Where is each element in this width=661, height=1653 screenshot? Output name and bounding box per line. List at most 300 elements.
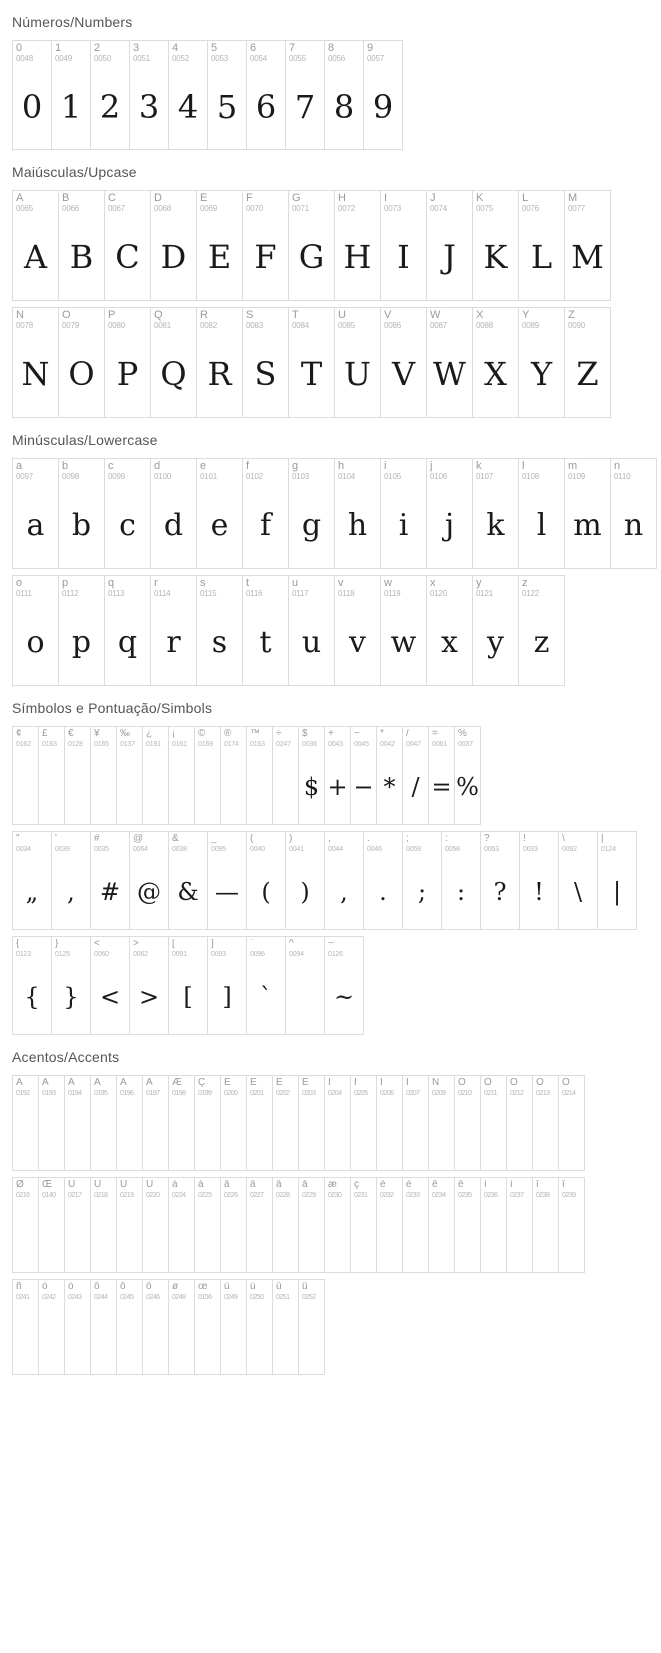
glyph-cell-header bbox=[519, 459, 564, 482]
glyph-cell[interactable] bbox=[221, 1280, 247, 1375]
glyph-cell[interactable] bbox=[507, 1178, 533, 1273]
glyph-char-label: ¡ bbox=[172, 729, 176, 739]
glyph-cell[interactable] bbox=[377, 727, 403, 825]
glyph-code-label: 0081 bbox=[154, 321, 171, 330]
glyph-cell[interactable] bbox=[273, 1178, 299, 1273]
glyph-char-label: o bbox=[16, 578, 23, 589]
glyph-cell[interactable] bbox=[481, 832, 520, 930]
glyph-cell[interactable] bbox=[243, 459, 289, 569]
glyph-preview: n bbox=[623, 507, 644, 543]
glyph-cell[interactable] bbox=[403, 1076, 429, 1171]
glyph-cell[interactable] bbox=[325, 1076, 351, 1171]
glyph-char-label: D bbox=[154, 193, 162, 204]
glyph-preview bbox=[39, 1098, 64, 1170]
glyph-cell-header bbox=[286, 41, 324, 64]
glyph-cell[interactable] bbox=[151, 459, 197, 569]
glyph-cell[interactable] bbox=[65, 1076, 91, 1171]
glyph-cell[interactable] bbox=[299, 1280, 325, 1375]
glyph-preview bbox=[65, 749, 90, 824]
glyph-code-label: 0204 bbox=[328, 1090, 342, 1097]
glyph-cell-header bbox=[39, 1076, 64, 1098]
glyph-cell[interactable] bbox=[169, 727, 195, 825]
glyph-cell[interactable] bbox=[65, 1178, 91, 1273]
glyph-cell-header bbox=[289, 459, 334, 482]
glyph-cell[interactable] bbox=[598, 832, 637, 930]
glyph-cell[interactable] bbox=[289, 191, 335, 301]
glyph-cell[interactable] bbox=[247, 1178, 273, 1273]
glyph-cell[interactable] bbox=[533, 1076, 559, 1171]
glyph-char-label: ] bbox=[211, 939, 214, 949]
glyph-cell[interactable] bbox=[195, 727, 221, 825]
glyph-code-label: 0140 bbox=[42, 1192, 56, 1199]
glyph-code-label: 0082 bbox=[200, 321, 217, 330]
glyph-cell[interactable] bbox=[143, 1178, 169, 1273]
glyph-cell[interactable] bbox=[247, 41, 286, 150]
glyph-cell-header bbox=[13, 1280, 38, 1302]
glyph-cell[interactable] bbox=[381, 459, 427, 569]
glyph-code-label: 0199 bbox=[198, 1090, 212, 1097]
glyph-preview: = bbox=[431, 772, 452, 801]
glyph-cell[interactable] bbox=[533, 1178, 559, 1273]
glyph-cell[interactable] bbox=[39, 1280, 65, 1375]
glyph-cell[interactable] bbox=[143, 1076, 169, 1171]
glyph-cell[interactable] bbox=[91, 937, 130, 1035]
glyph-char-label: È bbox=[224, 1078, 231, 1088]
glyph-cell[interactable] bbox=[65, 727, 91, 825]
glyph-code-label: 0156 bbox=[198, 1294, 212, 1301]
glyph-char-label: õ bbox=[120, 1282, 126, 1292]
glyph-cell-header bbox=[381, 191, 426, 214]
glyph-code-label: 0063 bbox=[484, 846, 499, 853]
glyph-code-label: 0058 bbox=[445, 846, 460, 853]
glyph-cell[interactable] bbox=[247, 727, 273, 825]
glyph-cell[interactable] bbox=[381, 576, 427, 686]
glyph-preview bbox=[13, 1302, 38, 1374]
glyph-cell-header bbox=[243, 191, 288, 214]
glyph-char-label: Í bbox=[354, 1078, 357, 1088]
glyph-cell[interactable] bbox=[105, 576, 151, 686]
glyph-preview: o bbox=[26, 624, 45, 660]
glyph-cell-header bbox=[247, 1280, 272, 1302]
glyph-cell[interactable] bbox=[335, 191, 381, 301]
glyph-cell[interactable] bbox=[39, 1178, 65, 1273]
glyph-cell-header bbox=[91, 1076, 116, 1098]
glyph-cell[interactable] bbox=[13, 308, 59, 418]
glyph-code-label: 0080 bbox=[108, 321, 125, 330]
glyph-code-label: 0126 bbox=[328, 951, 343, 958]
glyph-cell[interactable] bbox=[429, 1178, 455, 1273]
glyph-cell[interactable] bbox=[91, 832, 130, 930]
glyph-cell[interactable] bbox=[13, 832, 52, 930]
glyph-char-label: Õ bbox=[536, 1078, 544, 1088]
glyph-cell[interactable] bbox=[197, 191, 243, 301]
glyph-cell[interactable] bbox=[208, 937, 247, 1035]
glyph-cell[interactable] bbox=[117, 727, 143, 825]
glyph-cell[interactable] bbox=[105, 191, 151, 301]
glyph-cell[interactable] bbox=[351, 1076, 377, 1171]
glyph-preview bbox=[533, 1200, 558, 1272]
glyph-code-label: 0050 bbox=[94, 54, 111, 63]
glyph-cell[interactable] bbox=[169, 832, 208, 930]
glyph-cell[interactable] bbox=[105, 459, 151, 569]
glyph-code-label: 0052 bbox=[172, 54, 189, 63]
glyph-cell-header bbox=[130, 41, 168, 64]
glyph-cell[interactable] bbox=[13, 459, 59, 569]
glyph-cell-header bbox=[429, 727, 454, 749]
glyph-cell-header bbox=[473, 576, 518, 599]
glyph-cell-header bbox=[335, 308, 380, 331]
glyph-cell[interactable] bbox=[91, 1178, 117, 1273]
glyph-cell-header bbox=[455, 1076, 480, 1098]
glyph-cell[interactable] bbox=[39, 1076, 65, 1171]
section-upcase bbox=[0, 150, 661, 418]
glyph-cell[interactable] bbox=[105, 308, 151, 418]
glyph-cell[interactable] bbox=[13, 1280, 39, 1375]
glyph-code-label: 0227 bbox=[250, 1192, 264, 1199]
glyph-cell[interactable] bbox=[169, 937, 208, 1035]
glyph-code-label: 0040 bbox=[250, 846, 265, 853]
glyph-cell[interactable] bbox=[197, 308, 243, 418]
glyph-cell[interactable] bbox=[91, 1280, 117, 1375]
glyph-cell[interactable] bbox=[519, 459, 565, 569]
glyph-cell[interactable] bbox=[565, 191, 611, 301]
glyph-code-label: 0098 bbox=[62, 472, 79, 481]
glyph-char-label: í bbox=[510, 1180, 513, 1190]
glyph-char-label: < bbox=[94, 939, 100, 949]
glyph-preview: G bbox=[298, 238, 325, 277]
glyph-preview: 8 bbox=[333, 87, 355, 126]
glyph-cell[interactable] bbox=[429, 1076, 455, 1171]
glyph-cell[interactable] bbox=[519, 191, 565, 301]
glyph-preview: L bbox=[530, 238, 553, 277]
glyph-char-label: } bbox=[55, 939, 59, 949]
glyph-code-label: 0153 bbox=[250, 741, 265, 748]
glyph-cell[interactable] bbox=[221, 1076, 247, 1171]
glyph-cell[interactable] bbox=[221, 1178, 247, 1273]
glyph-cell[interactable] bbox=[473, 576, 519, 686]
glyph-cell[interactable] bbox=[169, 1076, 195, 1171]
glyph-cell[interactable] bbox=[325, 41, 364, 150]
glyph-cell-header bbox=[105, 459, 150, 482]
glyph-code-label: 0112 bbox=[62, 589, 79, 598]
glyph-cell[interactable] bbox=[427, 191, 473, 301]
glyph-cell[interactable] bbox=[52, 937, 91, 1035]
glyph-cell[interactable] bbox=[473, 459, 519, 569]
glyph-cell[interactable] bbox=[377, 1178, 403, 1273]
glyph-cell-header bbox=[377, 727, 402, 749]
glyph-cell[interactable] bbox=[273, 1280, 299, 1375]
glyph-cell-header bbox=[299, 1076, 324, 1098]
glyph-cell[interactable] bbox=[325, 937, 364, 1035]
glyph-cell-header bbox=[427, 191, 472, 214]
glyph-cell[interactable] bbox=[325, 832, 364, 930]
glyph-code-label: 0124 bbox=[601, 846, 616, 853]
glyph-cell[interactable] bbox=[243, 191, 289, 301]
glyph-preview: A bbox=[23, 238, 48, 277]
glyph-cell[interactable] bbox=[169, 1178, 195, 1273]
glyph-cell[interactable] bbox=[247, 832, 286, 930]
glyph-cell-header bbox=[427, 459, 472, 482]
glyph-cell[interactable] bbox=[289, 459, 335, 569]
glyph-cell[interactable] bbox=[13, 576, 59, 686]
glyph-cell-header bbox=[39, 1280, 64, 1302]
glyph-cell[interactable] bbox=[565, 308, 611, 418]
glyph-char-label: Ç bbox=[198, 1078, 206, 1088]
glyph-cell[interactable] bbox=[427, 576, 473, 686]
glyph-cell[interactable] bbox=[611, 459, 657, 569]
glyph-cell[interactable] bbox=[481, 1178, 507, 1273]
glyph-cell-header bbox=[39, 1178, 64, 1200]
glyph-char-label: # bbox=[94, 834, 100, 844]
glyph-cell-header bbox=[117, 1178, 142, 1200]
glyph-cell[interactable] bbox=[559, 832, 598, 930]
glyph-preview: { bbox=[24, 982, 40, 1011]
glyph-cell[interactable] bbox=[208, 41, 247, 150]
glyph-cell[interactable] bbox=[208, 832, 247, 930]
glyph-code-label: 0037 bbox=[458, 741, 473, 748]
glyph-cell[interactable] bbox=[197, 576, 243, 686]
glyph-cell[interactable] bbox=[325, 1178, 351, 1273]
glyph-code-label: 0198 bbox=[172, 1090, 186, 1097]
glyph-code-label: 0064 bbox=[133, 846, 148, 853]
glyph-code-label: 0036 bbox=[302, 741, 317, 748]
glyph-cell[interactable] bbox=[520, 832, 559, 930]
glyph-preview bbox=[169, 1302, 194, 1374]
glyph-cell[interactable] bbox=[364, 41, 403, 150]
glyph-cell[interactable] bbox=[273, 727, 299, 825]
glyph-cell[interactable] bbox=[13, 41, 52, 150]
glyph-char-label: H bbox=[338, 193, 346, 204]
glyph-cell[interactable] bbox=[130, 41, 169, 150]
glyph-preview: i bbox=[398, 507, 409, 543]
glyph-cell-header bbox=[507, 1178, 532, 1200]
glyph-cell[interactable] bbox=[299, 1178, 325, 1273]
glyph-cell-header bbox=[273, 727, 298, 749]
glyph-code-label: 0201 bbox=[250, 1090, 264, 1097]
glyph-char-label: @ bbox=[133, 834, 144, 844]
glyph-cell[interactable] bbox=[91, 727, 117, 825]
glyph-cell[interactable] bbox=[455, 727, 481, 825]
glyph-cell[interactable] bbox=[195, 1178, 221, 1273]
glyph-cell[interactable] bbox=[403, 1178, 429, 1273]
glyph-cell[interactable] bbox=[169, 41, 208, 150]
glyph-cell[interactable] bbox=[151, 191, 197, 301]
glyph-cell[interactable] bbox=[519, 576, 565, 686]
glyph-cell-header bbox=[351, 727, 376, 749]
glyph-cell[interactable] bbox=[442, 832, 481, 930]
glyph-cell[interactable] bbox=[143, 727, 169, 825]
glyph-preview bbox=[377, 1098, 402, 1170]
glyph-char-label: $ bbox=[302, 729, 308, 739]
glyph-cell[interactable] bbox=[151, 576, 197, 686]
glyph-preview bbox=[195, 1098, 220, 1170]
glyph-cell[interactable] bbox=[151, 308, 197, 418]
glyph-cell[interactable] bbox=[143, 1280, 169, 1375]
glyph-cell[interactable] bbox=[565, 459, 611, 569]
glyph-cell[interactable] bbox=[559, 1178, 585, 1273]
glyph-code-label: 0122 bbox=[522, 589, 539, 598]
glyph-char-label: ê bbox=[432, 1180, 438, 1190]
glyph-cell[interactable] bbox=[427, 459, 473, 569]
glyph-code-label: 0090 bbox=[568, 321, 585, 330]
glyph-cell[interactable] bbox=[299, 727, 325, 825]
glyph-cell[interactable] bbox=[195, 1280, 221, 1375]
glyph-char-label: 6 bbox=[250, 43, 257, 54]
glyph-preview: $ bbox=[303, 772, 320, 801]
glyph-cell[interactable] bbox=[455, 1076, 481, 1171]
glyph-cell[interactable] bbox=[39, 727, 65, 825]
glyph-char-label: ( bbox=[250, 834, 254, 844]
glyph-cell[interactable] bbox=[455, 1178, 481, 1273]
glyph-cell[interactable] bbox=[335, 308, 381, 418]
glyph-char-label: Z bbox=[568, 310, 575, 321]
glyph-cell-header bbox=[91, 727, 116, 749]
glyph-cell-header bbox=[52, 832, 90, 854]
glyph-char-label: 3 bbox=[133, 43, 140, 54]
glyph-char-label: Ä bbox=[120, 1078, 127, 1088]
glyph-char-label: I bbox=[384, 193, 388, 204]
glyph-cell[interactable] bbox=[247, 1076, 273, 1171]
glyph-code-label: 0117 bbox=[292, 589, 309, 598]
glyph-code-label: 0034 bbox=[16, 846, 31, 853]
glyph-cell[interactable] bbox=[52, 41, 91, 150]
glyph-cell[interactable] bbox=[243, 308, 289, 418]
glyph-code-label: 0206 bbox=[380, 1090, 394, 1097]
glyph-cell[interactable] bbox=[130, 832, 169, 930]
glyph-preview: u bbox=[301, 624, 322, 660]
glyph-cell[interactable] bbox=[335, 576, 381, 686]
glyph-cell[interactable] bbox=[13, 937, 52, 1035]
glyph-code-label: 0234 bbox=[432, 1192, 446, 1199]
glyph-code-label: 0216 bbox=[16, 1192, 30, 1199]
glyph-cell-header bbox=[65, 1076, 90, 1098]
glyph-preview bbox=[117, 1098, 142, 1170]
glyph-cell[interactable] bbox=[13, 1076, 39, 1171]
glyph-cell[interactable] bbox=[117, 1076, 143, 1171]
glyph-cell-header bbox=[243, 459, 288, 482]
glyph-cell[interactable] bbox=[273, 1076, 299, 1171]
glyph-code-label: 0088 bbox=[476, 321, 493, 330]
glyph-preview bbox=[39, 1302, 64, 1374]
glyph-cell[interactable] bbox=[169, 1280, 195, 1375]
glyph-cell[interactable] bbox=[91, 41, 130, 150]
glyph-cell[interactable] bbox=[247, 937, 286, 1035]
glyph-cell[interactable] bbox=[381, 191, 427, 301]
glyph-cell[interactable] bbox=[13, 727, 39, 825]
glyph-cell[interactable] bbox=[559, 1076, 585, 1171]
glyph-rows-lowercase bbox=[0, 458, 661, 686]
glyph-cell[interactable] bbox=[52, 832, 91, 930]
glyph-char-label: v bbox=[338, 578, 344, 589]
glyph-cell[interactable] bbox=[403, 727, 429, 825]
glyph-cell[interactable] bbox=[243, 576, 289, 686]
glyph-cell[interactable] bbox=[507, 1076, 533, 1171]
glyph-cell-header bbox=[169, 1280, 194, 1302]
glyph-cell[interactable] bbox=[65, 1280, 91, 1375]
glyph-char-label: J bbox=[430, 193, 436, 204]
glyph-char-label: , bbox=[328, 834, 331, 844]
glyph-cell[interactable] bbox=[286, 937, 325, 1035]
glyph-code-label: 0123 bbox=[16, 951, 31, 958]
glyph-preview: V bbox=[391, 355, 416, 394]
glyph-preview bbox=[403, 1200, 428, 1272]
glyph-char-label: ? bbox=[484, 834, 490, 844]
glyph-cell[interactable] bbox=[403, 832, 442, 930]
glyph-cell-header bbox=[130, 832, 168, 854]
glyph-cell[interactable] bbox=[13, 191, 59, 301]
glyph-char-label: % bbox=[458, 729, 467, 739]
glyph-preview: , bbox=[67, 877, 75, 906]
glyph-cell[interactable] bbox=[13, 1178, 39, 1273]
glyph-char-label: ô bbox=[94, 1282, 100, 1292]
glyph-cell[interactable] bbox=[59, 308, 105, 418]
glyph-cell[interactable] bbox=[130, 937, 169, 1035]
glyph-cell[interactable] bbox=[473, 308, 519, 418]
glyph-cell[interactable] bbox=[364, 832, 403, 930]
glyph-cell[interactable] bbox=[59, 191, 105, 301]
glyph-cell[interactable] bbox=[195, 1076, 221, 1171]
glyph-cell[interactable] bbox=[427, 308, 473, 418]
glyph-cell[interactable] bbox=[351, 727, 377, 825]
glyph-cell[interactable] bbox=[519, 308, 565, 418]
glyph-cell[interactable] bbox=[117, 1178, 143, 1273]
glyph-preview: ? bbox=[493, 877, 507, 906]
glyph-code-label: 0232 bbox=[380, 1192, 394, 1199]
glyph-code-label: 0249 bbox=[224, 1294, 238, 1301]
glyph-cell[interactable] bbox=[247, 1280, 273, 1375]
glyph-cell[interactable] bbox=[286, 41, 325, 150]
glyph-row bbox=[12, 831, 637, 930]
glyph-char-label: y bbox=[476, 578, 482, 589]
glyph-cell[interactable] bbox=[286, 832, 325, 930]
glyph-cell[interactable] bbox=[197, 459, 243, 569]
glyph-char-label: É bbox=[250, 1078, 257, 1088]
glyph-cell-header bbox=[59, 308, 104, 331]
glyph-code-label: 0066 bbox=[62, 204, 79, 213]
glyph-rows-accents bbox=[0, 1075, 661, 1375]
glyph-cell[interactable] bbox=[473, 191, 519, 301]
glyph-cell[interactable] bbox=[325, 727, 351, 825]
glyph-char-label: > bbox=[133, 939, 139, 949]
glyph-cell[interactable] bbox=[289, 576, 335, 686]
glyph-cell[interactable] bbox=[429, 727, 455, 825]
glyph-preview bbox=[143, 1200, 168, 1272]
glyph-cell[interactable] bbox=[117, 1280, 143, 1375]
glyph-cell[interactable] bbox=[91, 1076, 117, 1171]
glyph-cell[interactable] bbox=[351, 1178, 377, 1273]
glyph-cell-header bbox=[473, 308, 518, 331]
glyph-cell[interactable] bbox=[481, 1076, 507, 1171]
glyph-cell-header bbox=[247, 832, 285, 854]
glyph-cell[interactable] bbox=[299, 1076, 325, 1171]
glyph-cell[interactable] bbox=[221, 727, 247, 825]
glyph-preview bbox=[91, 749, 116, 824]
glyph-preview: / bbox=[411, 772, 420, 801]
section-symbols bbox=[0, 686, 661, 1035]
glyph-cell[interactable] bbox=[335, 459, 381, 569]
glyph-cell[interactable] bbox=[381, 308, 427, 418]
glyph-preview bbox=[455, 1200, 480, 1272]
glyph-preview: ~ bbox=[333, 982, 355, 1011]
glyph-code-label: 0071 bbox=[292, 204, 309, 213]
glyph-code-label: 0225 bbox=[198, 1192, 212, 1199]
glyph-cell[interactable] bbox=[59, 459, 105, 569]
glyph-cell[interactable] bbox=[289, 308, 335, 418]
glyph-row bbox=[12, 40, 403, 150]
glyph-cell[interactable] bbox=[59, 576, 105, 686]
glyph-cell[interactable] bbox=[377, 1076, 403, 1171]
glyph-char-label: T bbox=[292, 310, 299, 321]
